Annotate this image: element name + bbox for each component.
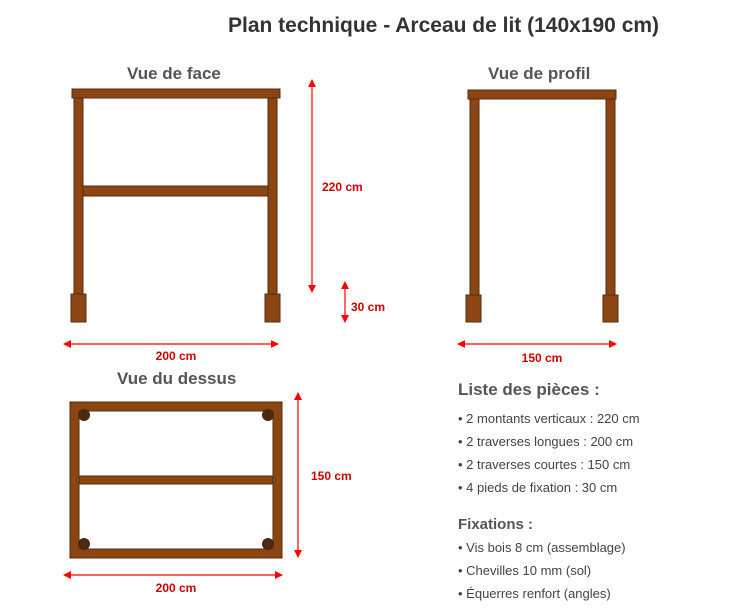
fixations-heading: Fixations : — [458, 516, 534, 533]
front-middle-crossbar — [83, 186, 268, 196]
front-view — [64, 80, 385, 363]
side-top-beam — [468, 90, 616, 99]
top-left-joint — [78, 409, 90, 421]
side-left-foot — [466, 295, 481, 322]
front-height-label: 220 cm — [322, 180, 363, 194]
top-middle-crossbar — [79, 476, 273, 484]
fixations-list — [458, 536, 626, 605]
front-top-beam — [72, 89, 280, 98]
side-view-title: Vue de profil — [488, 64, 591, 83]
top-view-title: Vue du dessus — [117, 369, 237, 388]
bottom-right-joint — [262, 538, 274, 550]
front-left-foot — [71, 294, 86, 322]
side-view — [458, 90, 618, 365]
top-view — [64, 393, 352, 595]
list-item: • Équerres renfort (angles) — [458, 586, 611, 601]
top-width-label: 200 cm — [155, 581, 197, 595]
side-left-post — [470, 99, 479, 295]
bottom-left-joint — [78, 538, 90, 550]
parts-list-heading: Liste des pièces : — [458, 380, 600, 399]
front-right-foot — [265, 294, 280, 322]
side-right-post — [606, 99, 615, 295]
top-right-joint — [262, 409, 274, 421]
parts-list — [458, 407, 640, 499]
front-width-label: 200 cm — [155, 349, 197, 363]
list-item: • Vis bois 8 cm (assemblage) — [458, 540, 626, 555]
side-right-foot — [603, 295, 618, 322]
list-item: • 4 pieds de fixation : 30 cm — [458, 480, 618, 495]
top-depth-label: 150 cm — [311, 469, 352, 483]
list-item: • 2 traverses longues : 200 cm — [458, 434, 634, 449]
front-right-post — [268, 98, 277, 294]
front-left-post — [74, 98, 83, 294]
list-item: • 2 montants verticaux : 220 cm — [458, 411, 640, 426]
list-item: • Chevilles 10 mm (sol) — [458, 563, 592, 578]
list-item: • 2 traverses courtes : 150 cm — [458, 457, 631, 472]
side-width-label: 150 cm — [521, 351, 563, 365]
foot-height-label: 30 cm — [351, 300, 386, 314]
front-view-title: Vue de face — [127, 64, 221, 83]
page-title: Plan technique - Arceau de lit (140x190 cm) — [228, 14, 660, 37]
